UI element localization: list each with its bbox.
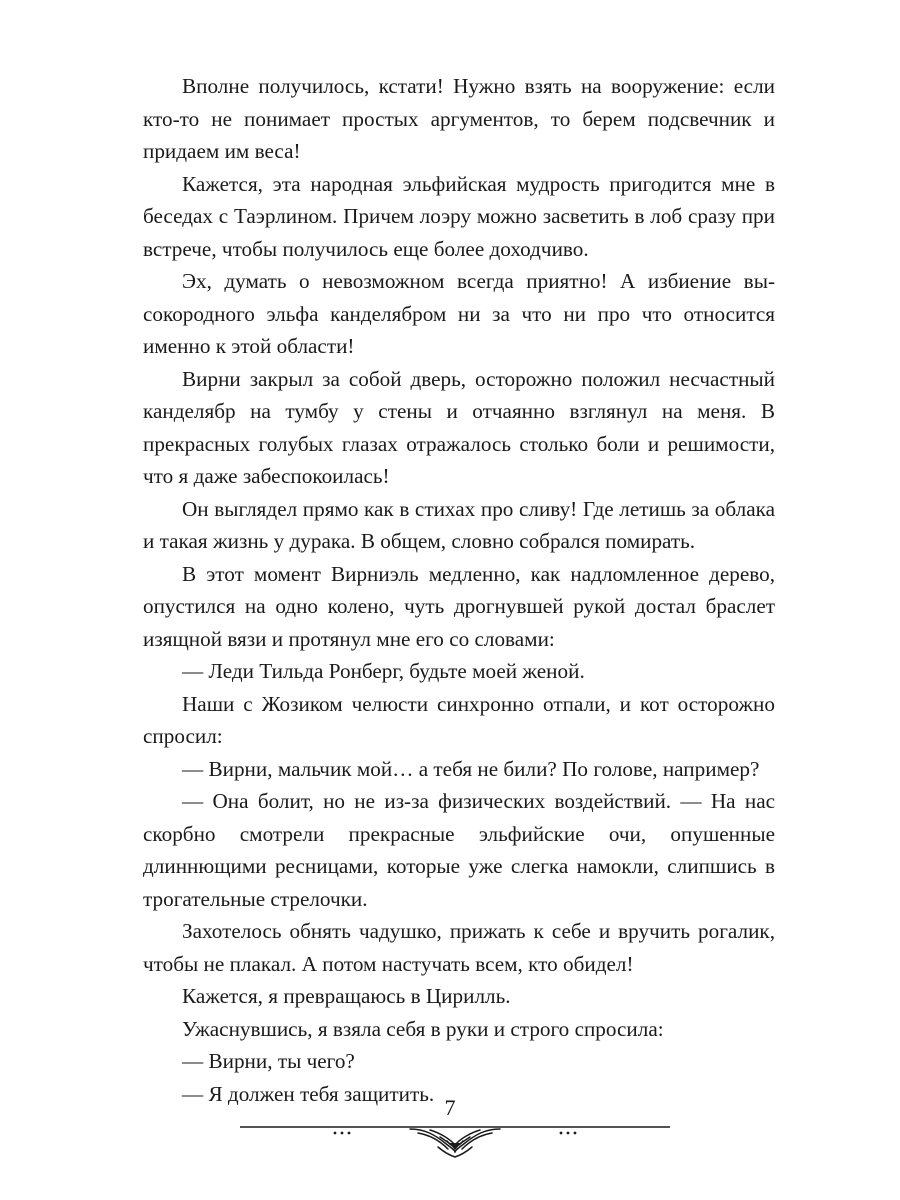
footer-ornament-icon xyxy=(240,1123,670,1161)
paragraph: В этот момент Вирниэль медленно, как надломленное дерево, опустился на одно колено, чуть дрогнувшей рукой достал браслет изящной вязи и протянул мне его со словами: xyxy=(143,561,775,651)
page-footer xyxy=(0,1095,900,1165)
paragraph: — Она болит, но не из-за физических воздействий. — На нас скорбно смотрели прекрасные эльфийские очи, опушенные длиннющими ресницами, которые уже слегка намокли, слипшись в трогательные стрелочки. xyxy=(143,789,775,911)
paragraph: Кажется, я превращаюсь в Цирилль. xyxy=(182,984,511,1008)
paragraph: Наши с Жозиком челюсти синхронно отпали, и кот осторожно спросил: xyxy=(143,691,775,748)
body-text xyxy=(143,70,775,1110)
paragraph: Кажется, эта народная эльфийская мудрость пригодится мне в беседах с Таэрлином. Причем лоэру можно засветить в лоб сразу при встрече, чтобы получилось еще более доходчиво. xyxy=(143,171,775,261)
paragraph: Ужаснувшись, я взяла себя в руки и строго спросила: xyxy=(182,1016,664,1041)
paragraph: Эх, думать о невозможном всегда приятно! А избиение высокородного эльфа канделябром ни за что ни про что относится именно к этой области! xyxy=(143,269,775,358)
page-number: 7 xyxy=(444,1095,456,1120)
paragraph: Захотелось обнять чадушко, прижать к себе и вручить рогалик, чтобы не плакал. А потом настучать всем, кто обидел! xyxy=(143,919,775,976)
paragraph: — Вирни, мальчик мой… а тебя не били? По голове, например? xyxy=(182,756,760,781)
paragraph: — Леди Тильда Ронберг, будьте моей женой. xyxy=(182,659,585,683)
paragraph: — Я должен тебя защитить. xyxy=(182,1081,435,1106)
paragraph: Вполне получилось, кстати! Нужно взять на вооружение: если кто-то не понимает простых аргументов, то берем подсвечник и придаем им веса! xyxy=(143,74,775,163)
paragraph: — Вирни, ты чего? xyxy=(182,1049,355,1073)
paragraph: Вирни закрыл за собой дверь, осторожно положил несчастный канделябр на тумбу у стены и отчаянно взглянул на меня. В прекрасных голубых глазах отражалось столько боли и решимости, что я даже забеспокоилась! xyxy=(143,366,775,488)
paragraph: Он выглядел прямо как в стихах про сливу! Где летишь за облака и такая жизнь у дурака. В общем, словно собрался помирать. xyxy=(143,496,775,553)
